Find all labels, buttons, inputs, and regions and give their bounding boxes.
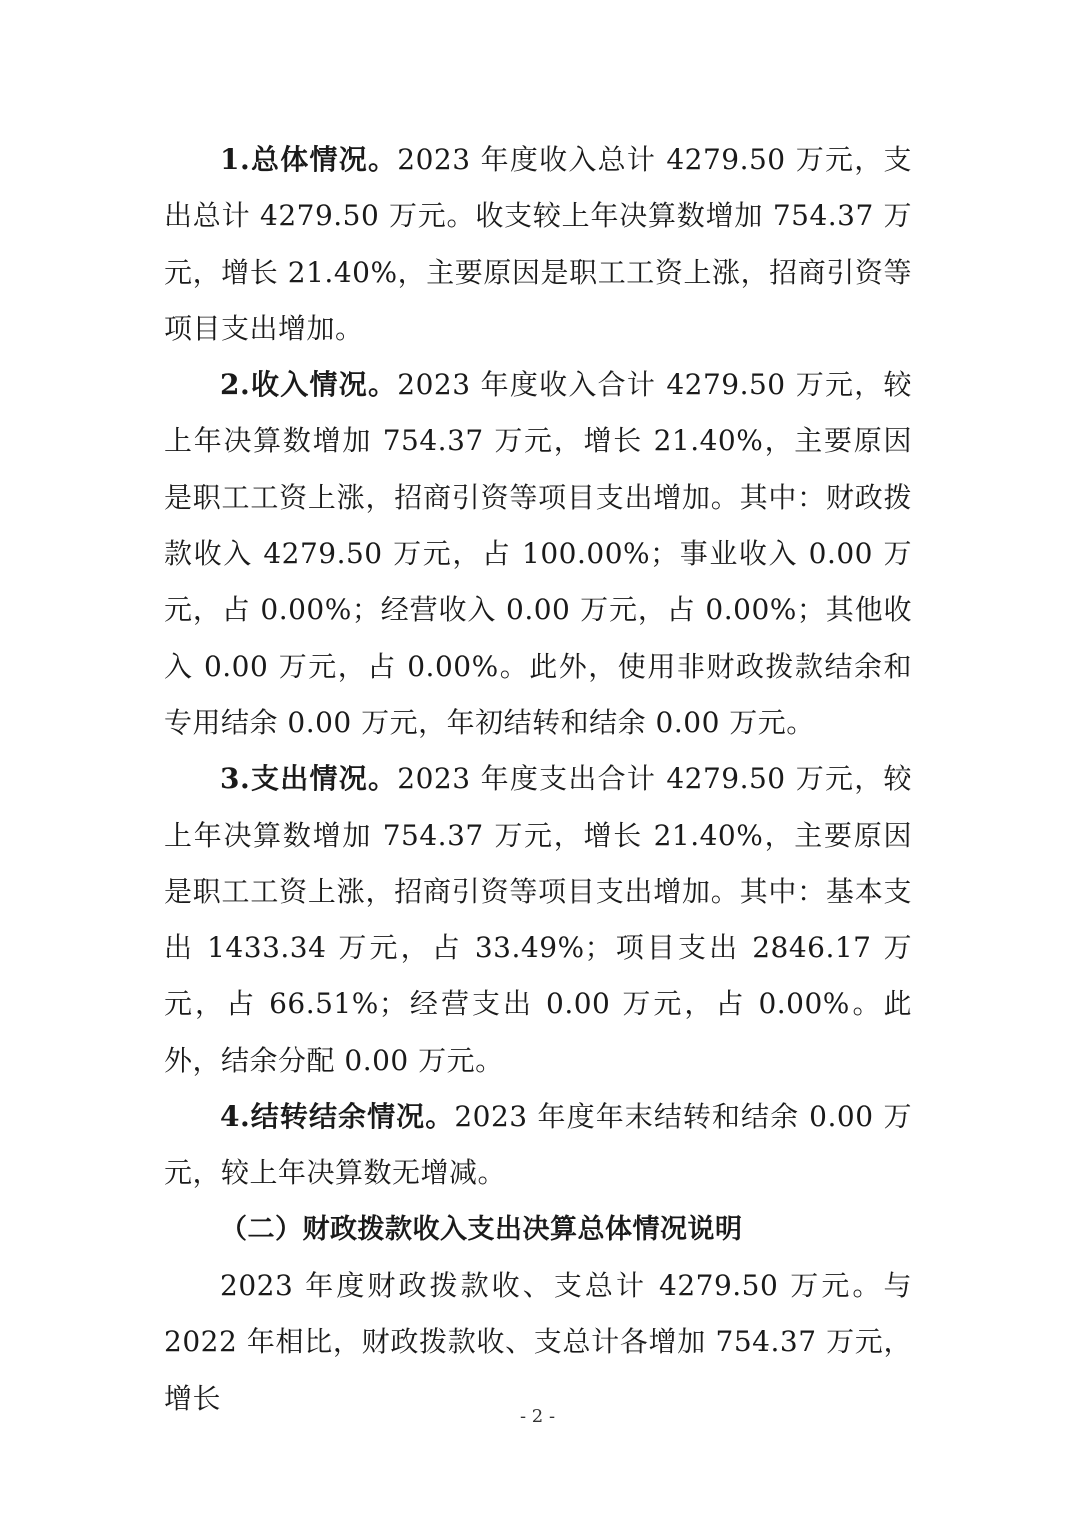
paragraph-lead: 1.总体情况。	[220, 143, 398, 176]
section-heading: （二）财政拨款收入支出决算总体情况说明	[220, 1213, 743, 1245]
paragraph-text: 2023 年度收入总计 4279.50 万元，支出总计 4279.50 万元。收支较上年决算数增加 754.37 万元，增长 21.40%，主要原因是职工工资上涨，招商引资等项目支出增加。	[164, 143, 913, 345]
paragraph-income	[164, 357, 912, 751]
paragraph-carryover	[164, 1089, 912, 1202]
paragraph-text: 2023 年度收入合计 4279.50 万元，较上年决算数增加 754.37 万元，增长 21.40%，主要原因是职工工资上涨，招商引资等项目支出增加。其中：财政拨款收入 4279.50 万元，占 100.00%；事业收入 0.00 万元，占 0.00%；经营收入 0.00 万元，占 0.00%；其他收入 0.00 万元，占 0.00%。此外，使用非财政拨款结余和专用结余 0.00 万元，年初结转和结余 0.00 万元。	[164, 368, 913, 739]
paragraph-text: 2023 年度年末结转和结余 0.00 万元，较上年决算数无增减。	[164, 1100, 912, 1190]
paragraph-text: 2023 年度支出合计 4279.50 万元，较上年决算数增加 754.37 万元，增长 21.40%，主要原因是职工工资上涨，招商引资等项目支出增加。其中：基本支出 1433.34 万元，占 33.49%；项目支出 2846.17 万元，占 66.51%；经营支出 0.00 万元，占 0.00%。此外，结余分配 0.00 万元。	[164, 762, 913, 1077]
page-number: - 2 -	[519, 1406, 556, 1427]
paragraph-lead: 4.结转结余情况。	[220, 1100, 455, 1134]
paragraph-text: 2023 年度财政拨款收、支总计 4279.50 万元。与 2022 年相比，财政拨款收、支总计各增加 754.37 万元，增长	[164, 1268, 912, 1415]
paragraph-lead: 2.收入情况。	[220, 368, 398, 402]
document-body	[164, 132, 912, 1427]
paragraph-expenditure	[164, 751, 912, 1089]
paragraph-lead: 3.支出情况。	[220, 762, 398, 796]
paragraph-overall	[164, 132, 912, 357]
paragraph-fiscal-appropriation	[164, 1258, 912, 1427]
